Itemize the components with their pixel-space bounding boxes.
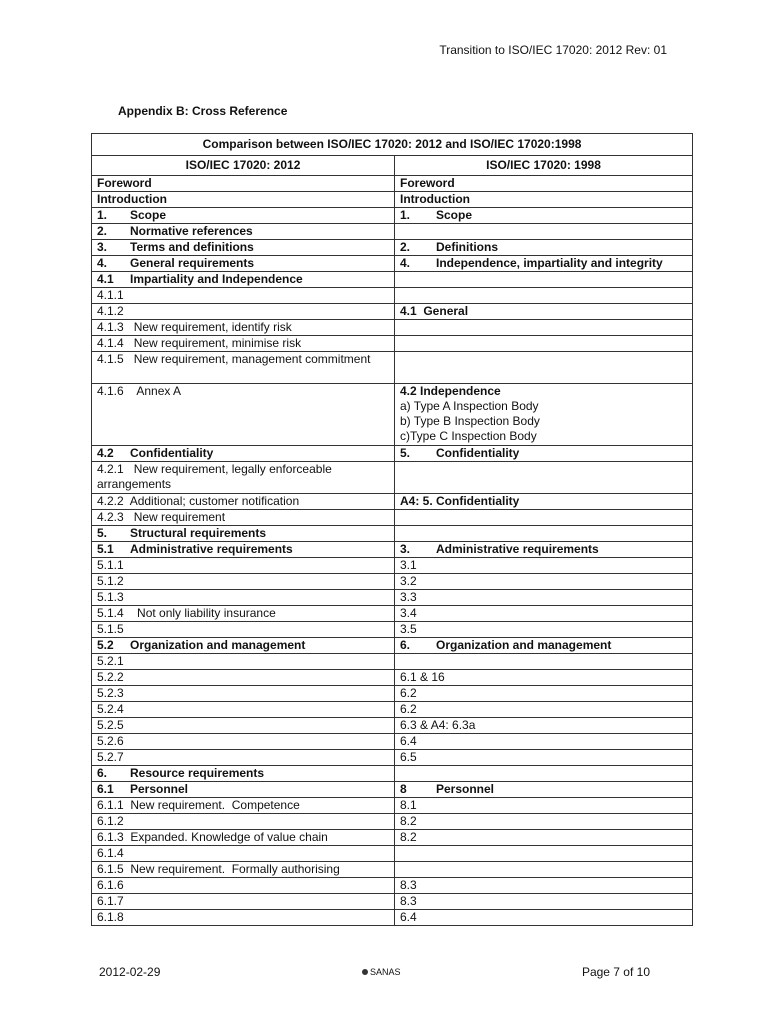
cell-2012 [92,798,395,814]
cell-1998 [395,862,693,878]
table-row [92,910,693,926]
cell-line: c)Type C Inspection Body [400,429,537,443]
sanas-logo-text: SANAS [370,967,401,977]
table-row [92,320,693,336]
table-row [92,702,693,718]
table-row [92,352,693,384]
section-number: 3. [400,542,411,556]
section-text: 5.1.3 [97,590,124,604]
section-text: 6.1.8 [97,910,124,924]
table-row [92,686,693,702]
table-header-row [92,156,693,176]
table-row [92,590,693,606]
cell-1998 [395,208,693,224]
cell-2012 [92,910,395,926]
section-text: 6.3 & A4: 6.3a [400,718,476,732]
cell-heading: 4.2 Independence [400,384,501,398]
cell-2012 [92,718,395,734]
section-text: Confidentiality [436,446,520,460]
table-row [92,224,693,240]
cell-2012 [92,352,395,384]
table-row [92,638,693,654]
table-row [92,654,693,670]
table-title-row [92,134,693,156]
table-row [92,256,693,272]
section-text: 5.2.6 [97,734,124,748]
section-text: 5.2.2 [97,670,124,684]
cell-1998 [395,846,693,862]
section-text: 6.2 [400,702,417,716]
cell-2012 [92,542,395,558]
table-row [92,798,693,814]
section-number: 4.2 [97,446,114,460]
cell-2012 [92,766,395,782]
table-row [92,670,693,686]
cell-1998 [395,384,693,446]
table-row [92,462,693,494]
section-text: Personnel [436,782,495,796]
cell-2012 [92,462,395,494]
cell-1998 [395,878,693,894]
section-text: Scope [130,208,167,222]
section-text: Impartiality and Independence [130,272,303,286]
section-text: Terms and definitions [130,240,254,254]
cell-1998 [395,606,693,622]
cell-2012 [92,240,395,256]
section-text: 8.2 [400,830,417,844]
section-text: Administrative requirements [130,542,293,556]
section-text: 6.5 [400,750,417,764]
table-row [92,846,693,862]
table-row [92,240,693,256]
cell-1998 [395,256,693,272]
cell-2012 [92,782,395,798]
cell-2012 [92,288,395,304]
table-row [92,494,693,510]
cell-2012 [92,384,395,446]
cell-1998 [395,670,693,686]
section-text: 4.1.2 [97,304,124,318]
section-text: 6.1.2 [97,814,124,828]
section-text: 4.1.6 Annex A [97,384,182,398]
section-text: Organization and management [436,638,612,652]
section-text: 5.1.2 [97,574,124,588]
cross-reference-table [91,133,693,926]
section-text: 3.2 [400,574,417,588]
section-text: 4.2.2 Additional; customer notification [97,494,300,508]
table-row [92,782,693,798]
section-text: 6.2 [400,686,417,700]
cell-2012 [92,256,395,272]
cell-2012 [92,224,395,240]
section-text: 5.1.4 Not only liability insurance [97,606,276,620]
cell-1998 [395,494,693,510]
table-row [92,446,693,462]
section-text: Normative references [130,224,253,238]
cell-1998 [395,240,693,256]
cell-2012 [92,526,395,542]
cell-1998 [395,288,693,304]
cell-2012 [92,590,395,606]
footer-date: 2012-02-29 [99,965,161,979]
section-text: Introduction [400,192,470,206]
document-header-title: Transition to ISO/IEC 17020: 2012 Rev: 01 [439,43,667,57]
cell-2012 [92,192,395,208]
section-number: 3. [97,240,108,254]
section-number: 4. [97,256,108,270]
section-text: 6.1 & 16 [400,670,445,684]
table-row [92,574,693,590]
section-text: Resource requirements [130,766,265,780]
section-text: 8.3 [400,878,417,892]
section-text: 3.3 [400,590,417,604]
cell-1998 [395,798,693,814]
cell-1998 [395,192,693,208]
cell-2012 [92,846,395,862]
section-text: 4.1.1 [97,288,124,302]
section-text: Foreword [400,176,455,190]
cell-1998 [395,574,693,590]
section-number: 5.2 [97,638,114,652]
table-row [92,192,693,208]
cell-2012 [92,446,395,462]
cell-1998 [395,542,693,558]
section-text: 5.2.3 [97,686,124,700]
cell-1998 [395,686,693,702]
cell-2012 [92,862,395,878]
section-number: 2. [97,224,108,238]
section-number: 8 [400,782,407,796]
cell-1998 [395,622,693,638]
table-row [92,622,693,638]
cell-1998 [395,718,693,734]
cell-2012 [92,894,395,910]
section-text: 5.1.1 [97,558,124,572]
section-number: 6. [97,766,108,780]
table-title: Comparison between ISO/IEC 17020: 2012 and ISO/IEC 17020:1998 [92,134,693,156]
section-text: 3.5 [400,622,417,636]
cell-2012 [92,750,395,766]
cell-1998 [395,558,693,574]
cell-2012 [92,336,395,352]
section-text: 6.1.4 [97,846,124,860]
section-text: 5.2.5 [97,718,124,732]
cell-line: b) Type B Inspection Body [400,414,540,428]
section-number: 6.1 [97,782,114,796]
section-text: 6.1.5 New requirement. Formally authorising [97,862,340,876]
section-text: Foreword [97,176,152,190]
section-number: 2. [400,240,411,254]
cell-1998 [395,590,693,606]
cell-1998 [395,336,693,352]
cell-1998 [395,272,693,288]
section-text: Organization and management [130,638,306,652]
section-text: General requirements [130,256,255,270]
table-row [92,766,693,782]
table-row [92,862,693,878]
cell-2012 [92,606,395,622]
sanas-logo-icon [362,969,368,975]
cell-1998 [395,782,693,798]
section-text: 5.1.5 [97,622,124,636]
column-header-2012: ISO/IEC 17020: 2012 [92,156,395,176]
section-number: 5. [400,446,411,460]
section-text: Scope [436,208,473,222]
section-number: 1. [400,208,411,222]
cell-1998 [395,526,693,542]
section-text: 3.1 [400,558,417,572]
section-text: 6.1.3 Expanded. Knowledge of value chain [97,830,328,844]
table-row [92,526,693,542]
cell-1998 [395,304,693,320]
table-row [92,304,693,320]
table-row [92,384,693,446]
section-text: 5.2.7 [97,750,124,764]
table-row [92,718,693,734]
section-text: 4.2.1 New requirement, legally enforceable arrangements [97,462,336,491]
table-row [92,814,693,830]
cell-2012 [92,814,395,830]
cell-1998 [395,462,693,494]
section-number: 4. [400,256,411,270]
cell-2012 [92,320,395,336]
table-row [92,176,693,192]
cell-1998 [395,654,693,670]
cell-1998 [395,702,693,718]
appendix-title: Appendix B: Cross Reference [118,104,288,118]
section-text: 8.2 [400,814,417,828]
table-row [92,510,693,526]
section-text: 5.2.4 [97,702,124,716]
section-text: Structural requirements [130,526,267,540]
cell-2012 [92,510,395,526]
section-text: Definitions [436,240,498,254]
cell-1998 [395,766,693,782]
cell-2012 [92,558,395,574]
section-text: 4.1 General [400,304,469,318]
table-row [92,272,693,288]
footer-page-number: Page 7 of 10 [581,965,650,979]
section-text: 4.2.3 New requirement [97,510,226,524]
section-text: Introduction [97,192,167,206]
table-row [92,734,693,750]
section-number: 4.1 [97,272,114,286]
cell-2012 [92,878,395,894]
section-text: 6.1.1 New requirement. Competence [97,798,300,812]
section-text: 8.3 [400,894,417,908]
cell-1998 [395,224,693,240]
cell-2012 [92,638,395,654]
cell-2012 [92,654,395,670]
cell-1998 [395,830,693,846]
section-text: Personnel [130,782,189,796]
section-text: 4.1.5 New requirement, management commitment [97,352,371,366]
cell-1998 [395,510,693,526]
table-row [92,336,693,352]
section-text: A4: 5. Confidentiality [400,494,520,508]
table-row [92,894,693,910]
column-header-1998: ISO/IEC 17020: 1998 [395,156,693,176]
cell-2012 [92,670,395,686]
table-row [92,542,693,558]
table-row [92,878,693,894]
cell-1998 [395,814,693,830]
cell-2012 [92,574,395,590]
section-text: 6.4 [400,910,417,924]
section-text: 8.1 [400,798,417,812]
cell-1998 [395,750,693,766]
table-row [92,606,693,622]
cell-1998 [395,446,693,462]
cell-1998 [395,894,693,910]
cell-line: a) Type A Inspection Body [400,399,539,413]
cell-2012 [92,702,395,718]
cell-1998 [395,734,693,750]
cell-1998 [395,320,693,336]
cell-2012 [92,734,395,750]
cell-2012 [92,830,395,846]
section-text: 6.1.7 [97,894,124,908]
section-text: Administrative requirements [436,542,599,556]
table-row [92,558,693,574]
cell-2012 [92,304,395,320]
section-text: 3.4 [400,606,417,620]
cell-1998 [395,910,693,926]
section-number: 6. [400,638,411,652]
table-row [92,208,693,224]
cell-1998 [395,352,693,384]
cell-2012 [92,686,395,702]
table-row [92,830,693,846]
cell-1998 [395,176,693,192]
table-row [92,750,693,766]
section-text: 5.2.1 [97,654,124,668]
cell-2012 [92,272,395,288]
cell-2012 [92,208,395,224]
section-text: Independence, impartiality and integrity [436,256,663,270]
section-text: 4.1.3 New requirement, identify risk [97,320,292,334]
section-text: Confidentiality [130,446,214,460]
cell-2012 [92,622,395,638]
section-number: 5.1 [97,542,114,556]
cell-1998 [395,638,693,654]
table-row [92,288,693,304]
section-text: 6.4 [400,734,417,748]
section-text: 4.1.4 New requirement, minimise risk [97,336,302,350]
section-number: 5. [97,526,108,540]
cell-2012 [92,494,395,510]
cell-2012 [92,176,395,192]
section-number: 1. [97,208,108,222]
sanas-logo [362,967,401,977]
section-text: 6.1.6 [97,878,124,892]
